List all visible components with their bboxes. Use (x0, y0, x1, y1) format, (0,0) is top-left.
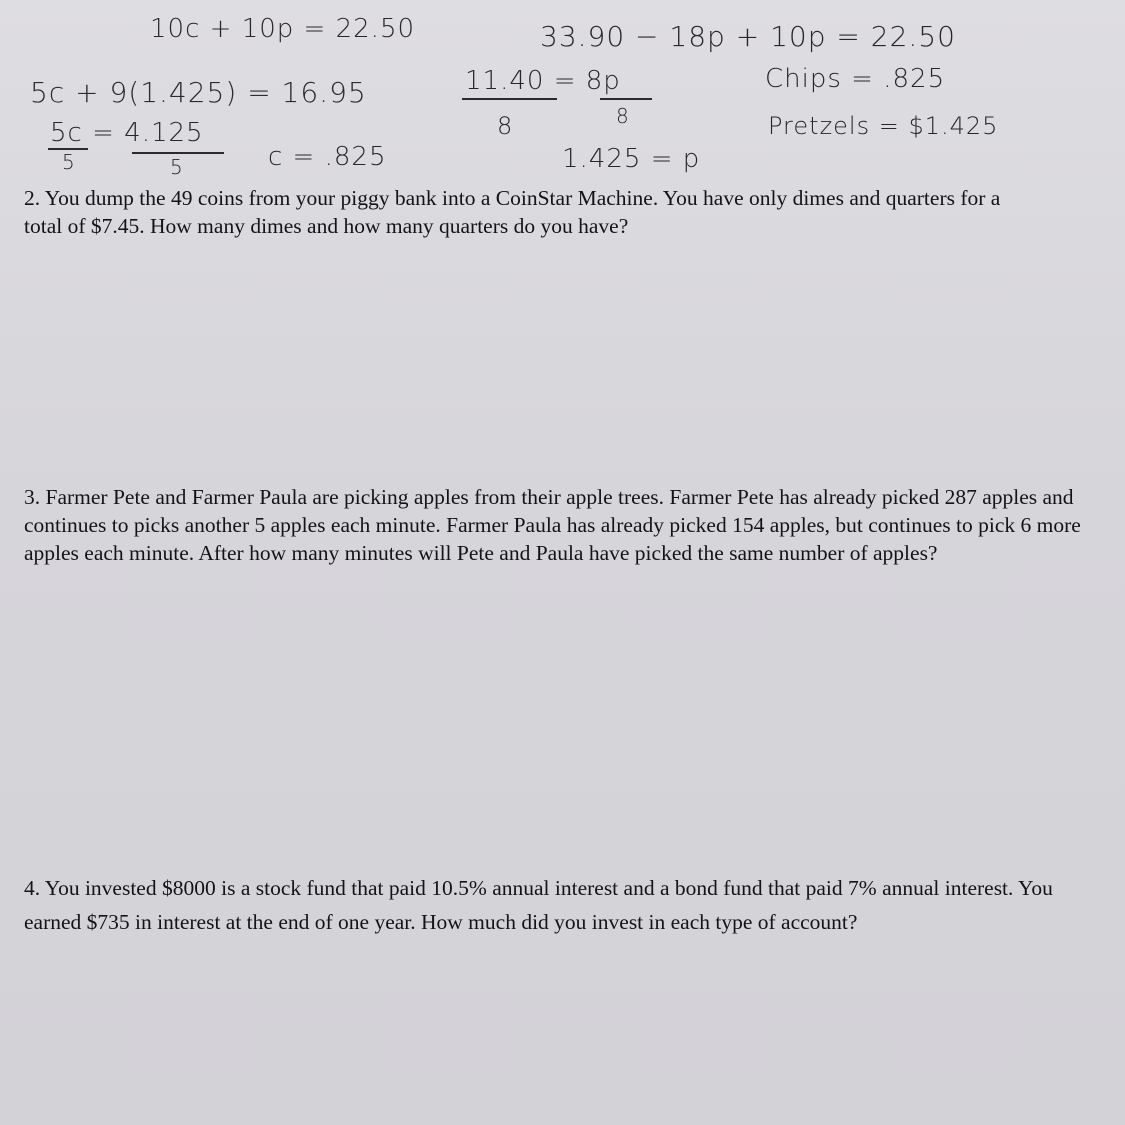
handwritten-equation: 5c = 4.125 (50, 118, 204, 148)
handwritten-answer-pretzels: Pretzels = $1.425 (768, 112, 999, 140)
handwritten-fraction-bar (600, 98, 652, 100)
question-2-text: 2. You dump the 49 coins from your piggy bank into a CoinStar Machine. You have only dimes and quarters for a total of $7.45. How many dimes and how many quarters do you have? (24, 186, 1001, 238)
handwritten-answer-chips: Chips = .825 (765, 64, 946, 94)
handwritten-denominator: 5 (170, 155, 184, 179)
question-3-text: 3. Farmer Pete and Farmer Paula are picking apples from their apple trees. Farmer Pete has already picked 287 apples and continues to picks another 5 apples each minute. Farmer Paula has already picked 154 apples, but continues to pick 6 more apples each minute. After how many minutes will Pete and Paula have picked the same number of apples? (24, 485, 1081, 565)
question-3 (24, 483, 1089, 567)
handwritten-fraction-bar (462, 98, 557, 100)
handwritten-equation: 33.90 − 18p + 10p = 22.50 (540, 20, 956, 53)
handwritten-denominator: 5 (62, 150, 76, 174)
question-4-text: 4. You invested $8000 is a stock fund that paid 10.5% annual interest and a bond fund that paid 7% annual interest. You earned $735 in interest at the end of one year. How much did you invest in each type of account? (24, 876, 1053, 934)
handwritten-fraction-bar (132, 152, 224, 154)
handwritten-equation: 5c + 9(1.425) = 16.95 (30, 76, 367, 109)
question-2 (24, 184, 1024, 240)
question-4 (24, 871, 1099, 939)
handwritten-equation: c = .825 (268, 142, 387, 172)
handwritten-equation: 10c + 10p = 22.50 (150, 14, 416, 44)
handwritten-equation: 11.40 = 8p (465, 66, 621, 96)
handwritten-equation: 1.425 = p (562, 144, 701, 174)
handwritten-denominator: 8 (497, 112, 514, 140)
handwritten-denominator: 8 (616, 104, 630, 128)
